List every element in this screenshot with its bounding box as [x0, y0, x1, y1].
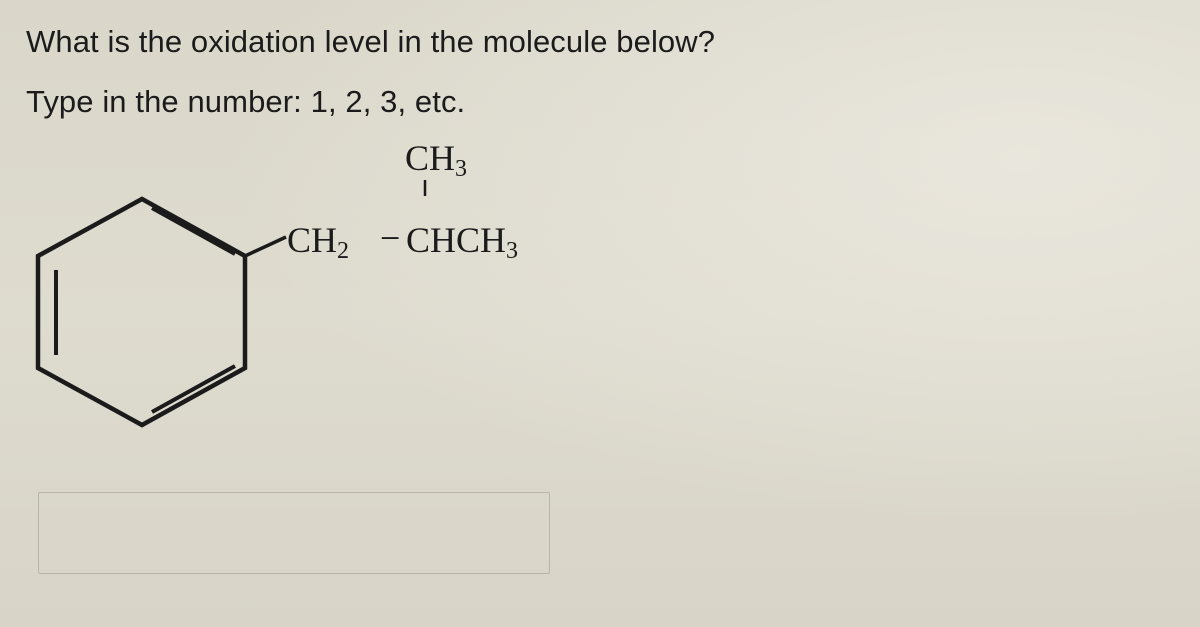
ring-substituent-bond	[245, 237, 286, 256]
chain-chch3-label: CHCH3	[406, 220, 519, 264]
instruction-text: Type in the number: 1, 2, 3, etc.	[26, 84, 466, 119]
chain-ch2-label: CH2	[287, 220, 350, 264]
top-methyl-label: CH3	[405, 138, 468, 182]
molecule-structure	[0, 0, 600, 460]
ring-double-bonds	[56, 208, 235, 412]
answer-input[interactable]	[38, 492, 550, 574]
chain-dash: −	[380, 218, 401, 258]
benzene-ring	[38, 199, 245, 425]
question-text: What is the oxidation level in the molecule below?	[26, 24, 716, 59]
